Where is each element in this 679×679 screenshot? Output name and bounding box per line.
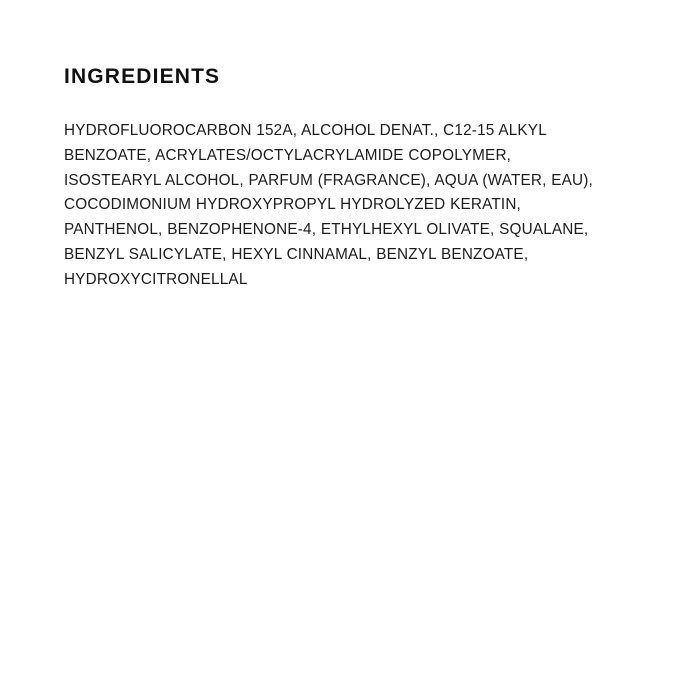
page-title: INGREDIENTS [64,65,221,88]
ingredients-list-text: HYDROFLUOROCARBON 152A, ALCOHOL DENAT., C12-15 ALKYL BENZOATE, ACRYLATES/OCTYLACRYLAMIDE COPOLYMER, ISOSTEARYL ALCOHOL, PARFUM (FRAGRANCE), AQUA (WATER, EAU), COCODIMONIUM HYDROXYPROPYL HYDROLYZED KERATIN, PANTHENOL, BENZOPHENONE-4, ETHYLHEXYL OLIVATE, SQUALANE, BENZYL SALICYLATE, HEXYL CINNAMAL, BENZYL BENZOATE, HYDROXYCITRONELLAL [64,122,593,288]
